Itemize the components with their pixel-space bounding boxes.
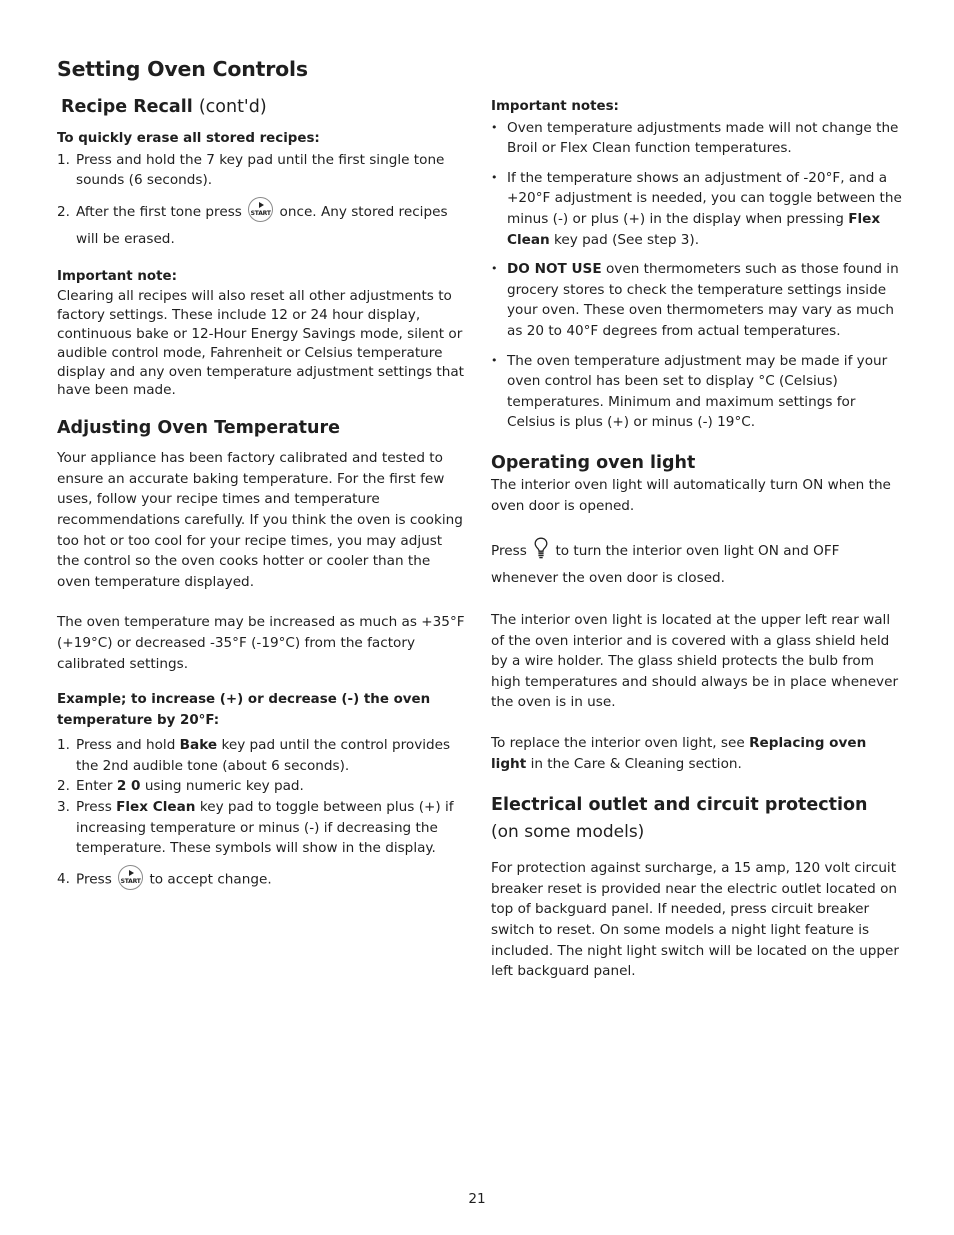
right-column	[491, 97, 903, 982]
oven-light-text: to turn the interior oven light ON and OFF whenever the oven door is closed.	[491, 543, 840, 587]
oven-light-text: in the Care & Cleaning section.	[530, 755, 742, 772]
example-heading: Example; to increase (+) or decrease (-) the oven temperature by 20°F:	[57, 692, 431, 728]
bullet-text: The oven temperature adjustment may be made if your oven control has been set to display °C (Celsius) temperatures. Minimum and maximum settings for Celsius is plus (+) or minus (-) 19°C.	[507, 352, 888, 431]
step-text: Press	[76, 871, 112, 888]
oven-light-text: To replace the interior oven light, see	[491, 735, 745, 752]
flex-clean-key-label: Flex Clean	[116, 799, 196, 816]
list-item	[491, 168, 903, 250]
electrical-title: Electrical outlet and circuit protection	[491, 795, 868, 816]
numeric-entry: 2 0	[116, 778, 141, 795]
step-text: to accept change.	[149, 871, 272, 888]
page-title: Setting Oven Controls	[57, 57, 308, 81]
step-text: once. Any stored recipes will be erased.	[76, 203, 448, 247]
electrical-subtitle: (on some models)	[491, 822, 645, 843]
replacing-oven-light-reference: Replacing oven light	[491, 735, 867, 772]
recipe-recall-title: Recipe Recall	[61, 97, 193, 117]
adjust-steps-list	[57, 735, 465, 890]
recipe-recall-heading	[61, 95, 465, 119]
left-column	[57, 95, 465, 890]
important-note-text: Clearing all recipes will also reset all other adjustments to factory settings. These include 12 or 24 hour display, continuous bake or 12-Hour Energy Savings mode, silent or audible control mode, Fahrenheit or Celsius temperature display and any oven temperature adjustment settings that have been made.	[57, 288, 464, 399]
list-item	[491, 351, 903, 433]
step-text: Press and hold the 7 key pad until the first single tone sounds (6 seconds).	[76, 151, 445, 189]
list-item	[491, 118, 903, 159]
oven-light-para-2	[491, 538, 903, 592]
step-number: 1.	[57, 737, 70, 754]
adjusting-temperature-heading: Adjusting Oven Temperature	[57, 418, 340, 439]
oven-light-heading: Operating oven light	[491, 452, 696, 473]
important-note-heading: Important note:	[57, 268, 177, 284]
start-key-icon	[118, 865, 143, 890]
oven-light-para-3: The interior oven light is located at the upper left rear wall of the oven interior and is covered with a glass shield held by a wire holder. The glass shield protects the bulb from high temperatures and should always be in place whenever the oven is in use.	[491, 612, 899, 711]
erase-recipes-heading: To quickly erase all stored recipes:	[57, 131, 320, 146]
step-text: using numeric key pad.	[144, 778, 304, 795]
step-text: Press and hold	[76, 737, 176, 754]
step-text: After the first tone press	[76, 203, 242, 220]
list-item	[57, 776, 465, 797]
bullet-text: key pad (See step 3).	[554, 231, 700, 248]
electrical-para: For protection against surcharge, a 15 amp, 120 volt circuit breaker reset is provided near the electric outlet located on top of backguard panel. If needed, press circuit breaker switch to reset. On some models a night light feature is included. The night light switch will be located on the upper left backguard panel.	[491, 860, 899, 980]
start-key-label: START	[120, 877, 141, 885]
electrical-heading	[491, 793, 903, 844]
adjusting-para-2: The oven temperature may be increased as much as +35°F (+19°C) or decreased -35°F (-19°C) from the factory calibrated settings.	[57, 614, 465, 672]
list-item	[57, 869, 465, 890]
flex-clean-key-label: Flex Clean	[507, 210, 881, 248]
erase-steps-list	[57, 150, 465, 253]
step-number: 2.	[57, 203, 70, 220]
start-key-label: START	[250, 210, 271, 218]
important-notes-heading: Important notes:	[491, 99, 619, 114]
step-text: Enter	[76, 778, 113, 795]
list-item	[491, 259, 903, 341]
recipe-recall-suffix: (cont'd)	[198, 97, 267, 117]
step-text: key pad until the control provides the 2nd audible tone (about 6 seconds).	[76, 737, 451, 774]
list-item	[57, 199, 465, 253]
bullet-text: Oven temperature adjustments made will not change the Broil or Flex Clean function temperatures.	[507, 119, 899, 157]
step-number: 1.	[57, 151, 70, 168]
important-notes-list	[491, 118, 903, 433]
page-number: 21	[468, 1191, 486, 1207]
list-item	[57, 797, 465, 859]
step-text: Press	[76, 799, 112, 816]
list-item	[57, 735, 465, 776]
adjusting-para-1: Your appliance has been factory calibrated and tested to ensure an accurate baking temperature. For the first few uses, follow your recipe times and temperature recommendations carefully. If you think the oven is cooking too hot or too cool for your recipe times, you may adjust the control so the oven cooks hotter or cooler than the oven temperature displayed.	[57, 450, 463, 590]
oven-light-text: Press	[491, 543, 527, 560]
start-key-icon	[248, 197, 273, 222]
bake-key-label: Bake	[179, 737, 218, 754]
step-number: 2.	[57, 778, 70, 795]
step-text: key pad to toggle between plus (+) if increasing temperature or minus (-) if decreasing the temperature. These symbols will show in the display.	[76, 799, 454, 857]
oven-light-para-4	[491, 733, 903, 774]
bullet-text: If the temperature shows an adjustment of -20°F, and a +20°F adjustment is needed, you can toggle between the minus (-) or plus (+) in the display when pressing	[507, 169, 902, 227]
oven-light-para-1: The interior oven light will automatically turn ON when the oven door is opened.	[491, 476, 891, 514]
bullet-text: oven thermometers such as those found in grocery stores to check the temperature settings inside your oven. These oven thermometers may vary as much as 20 to 40°F degrees from actual temperatures.	[507, 261, 899, 339]
list-item	[57, 150, 465, 191]
step-number: 4.	[57, 870, 70, 887]
step-number: 3.	[57, 799, 70, 816]
warning-text: DO NOT USE	[507, 261, 602, 278]
light-bulb-icon	[534, 537, 548, 559]
